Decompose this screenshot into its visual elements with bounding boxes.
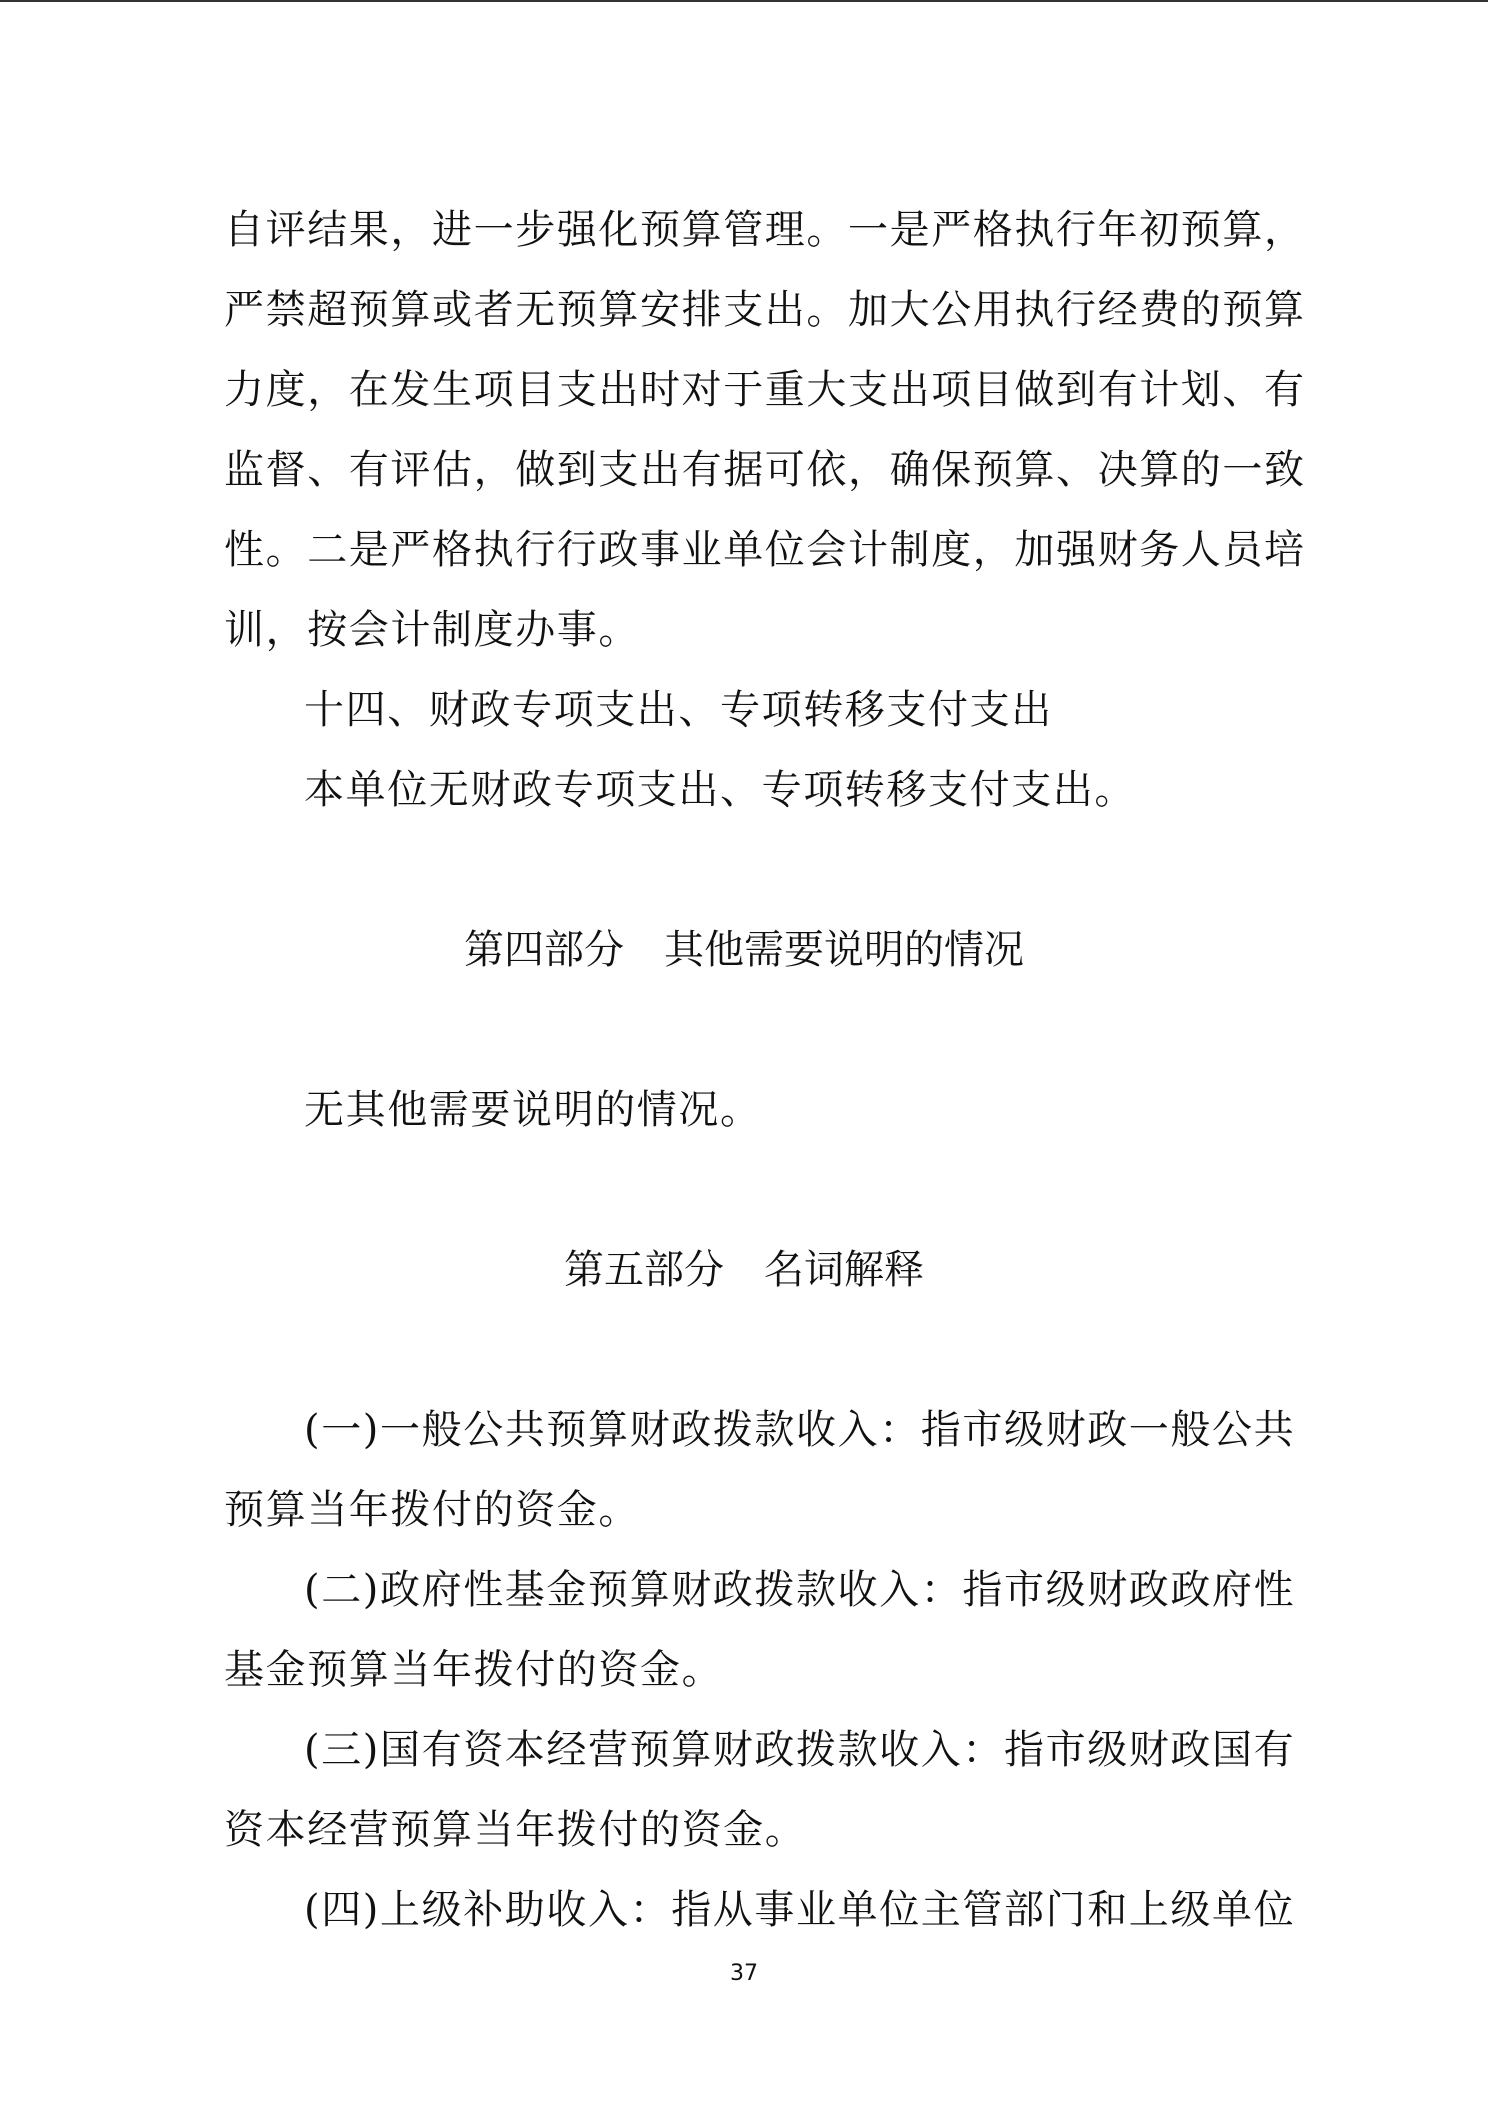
glossary-item-3-line-1: (三)国有资本经营预算财政拨款收入：指市级财政国有 xyxy=(304,1727,1296,1773)
part-4-title: 第四部分 其他需要说明的情况 xyxy=(464,927,1024,973)
text-line: 性。二是严格执行行政事业单位会计制度，加强财务人员培 xyxy=(224,527,1306,573)
glossary-item-4-line-1: (四)上级补助收入：指从事业单位主管部门和上级单位 xyxy=(304,1887,1296,1933)
glossary-item-3-line-2: 资本经营预算当年拨付的资金。 xyxy=(224,1807,807,1853)
text-line: 严禁超预算或者无预算安排支出。加大公用执行经费的预算 xyxy=(224,287,1306,333)
text-line: 训，按会计制度办事。 xyxy=(224,607,640,653)
text-line: 力度，在发生项目支出时对于重大支出项目做到有计划、有 xyxy=(224,367,1306,413)
text-line: 自评结果，进一步强化预算管理。一是严格执行年初预算， xyxy=(224,207,1306,253)
glossary-item-2-line-2: 基金预算当年拨付的资金。 xyxy=(224,1647,724,1693)
glossary-item-2-line-1: (二)政府性基金预算财政拨款收入：指市级财政政府性 xyxy=(304,1567,1296,1613)
text-line: 监督、有评估，做到支出有据可依，确保预算、决算的一致 xyxy=(224,447,1306,493)
glossary-item-1-line-1: (一)一般公共预算财政拨款收入：指市级财政一般公共 xyxy=(304,1407,1296,1453)
part-4-body: 无其他需要说明的情况。 xyxy=(304,1087,762,1133)
page-top-border xyxy=(0,0,1488,2)
part-5-title: 第五部分 名词解释 xyxy=(564,1247,924,1293)
section-14-title: 十四、财政专项支出、专项转移支付支出 xyxy=(304,687,1053,733)
glossary-item-1-line-2: 预算当年拨付的资金。 xyxy=(224,1487,640,1533)
section-14-body: 本单位无财政专项支出、专项转移支付支出。 xyxy=(304,767,1136,813)
page-number: 37 xyxy=(730,1961,758,1986)
